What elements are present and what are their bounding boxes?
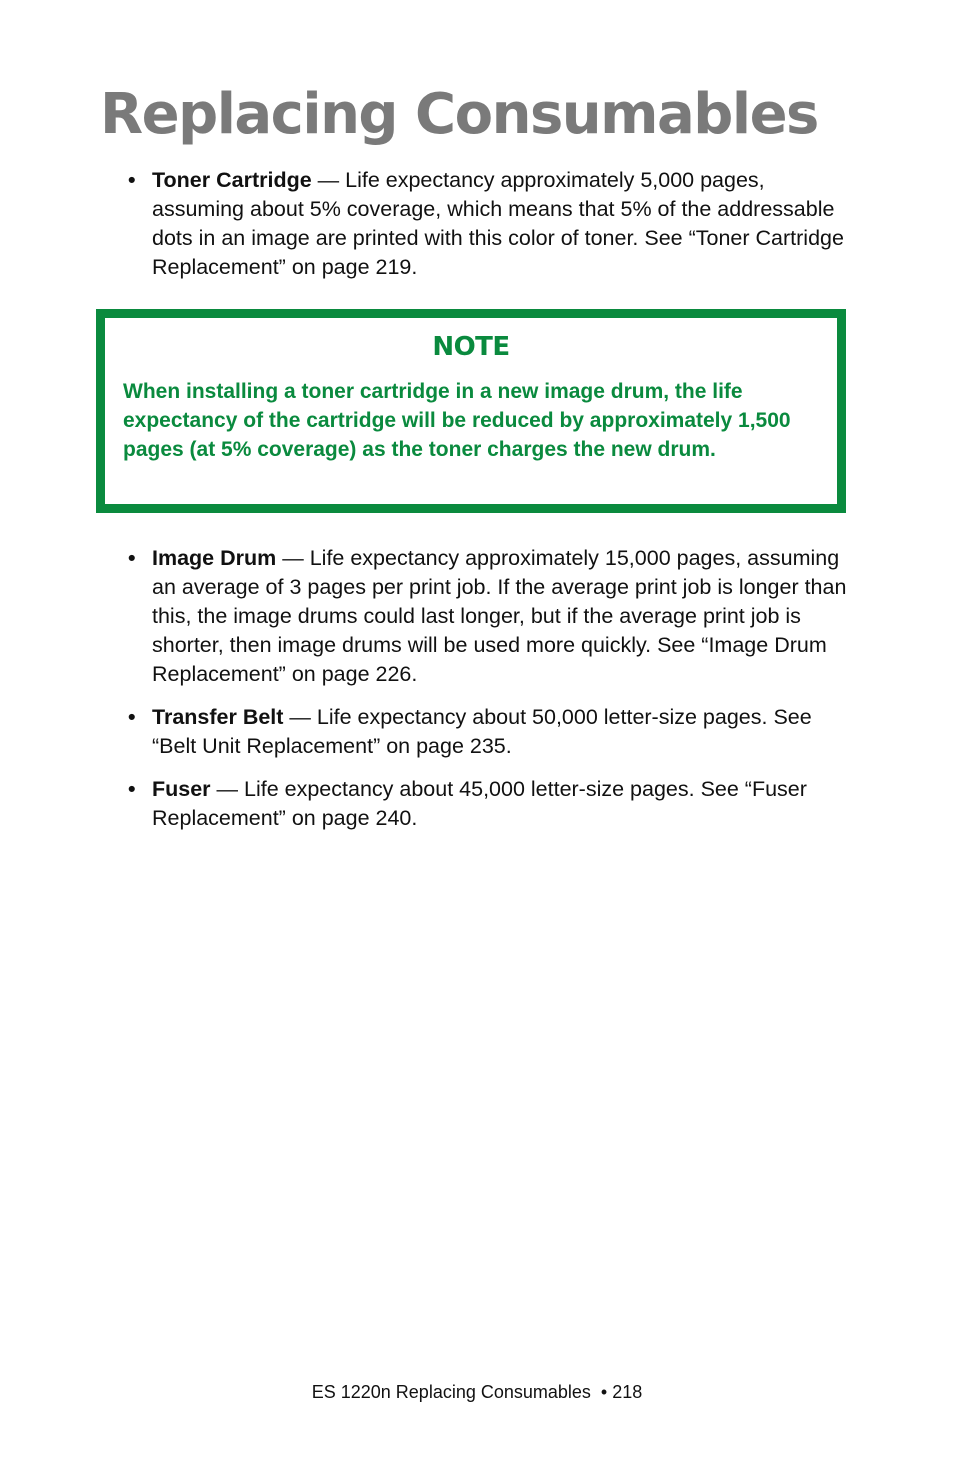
item-description: — Life expectancy about 45,000 letter-size pages. See “Fuser Replacement” on page 240. bbox=[152, 777, 807, 830]
list-item-transfer-belt bbox=[0, 703, 852, 761]
bullet-icon: • bbox=[128, 705, 136, 729]
note-heading: NOTE bbox=[432, 332, 510, 362]
item-description: — Life expectancy approximately 5,000 pages, assuming about 5% coverage, which means that 5% of the addressable dots in an image are printed with this color of toner. See “Toner Cartridge Replacement” on page 219. bbox=[152, 168, 844, 279]
item-term: Toner Cartridge bbox=[152, 168, 312, 192]
page-title: Replacing Consumables bbox=[100, 82, 818, 147]
list-item-toner-cartridge bbox=[0, 166, 852, 282]
bullet-icon: • bbox=[128, 168, 136, 192]
bullet-icon: • bbox=[128, 546, 136, 570]
page-footer bbox=[0, 1382, 954, 1403]
item-term: Image Drum bbox=[152, 546, 277, 570]
item-term: Fuser bbox=[152, 777, 211, 801]
item-term: Transfer Belt bbox=[152, 705, 284, 729]
item-description: — Life expectancy about 50,000 letter-size pages. See “Belt Unit Replacement” on page 235. bbox=[152, 705, 812, 758]
footer-text: ES 1220n Replacing Consumables • 218 bbox=[311, 1382, 643, 1402]
list-item-fuser bbox=[0, 775, 852, 833]
note-inner bbox=[105, 318, 837, 504]
consumables-list-bottom bbox=[0, 544, 954, 847]
bullet-icon: • bbox=[128, 777, 136, 801]
note-text: When installing a toner cartridge in a new image drum, the life expectancy of the cartridge will be reduced by approximately 1,500 pages (at 5% coverage) as the toner charges the new drum. bbox=[123, 380, 791, 461]
item-description: — Life expectancy approximately 15,000 pages, assuming an average of 3 pages per print job. If the average print job is longer than this, the image drums could last longer, but if the average print job is shorter, then image drums will be used more quickly. See “Image Drum Replacement” on page 226. bbox=[152, 546, 847, 686]
list-item-image-drum bbox=[0, 544, 852, 689]
consumables-list-top bbox=[0, 166, 954, 296]
note-box bbox=[96, 309, 846, 513]
